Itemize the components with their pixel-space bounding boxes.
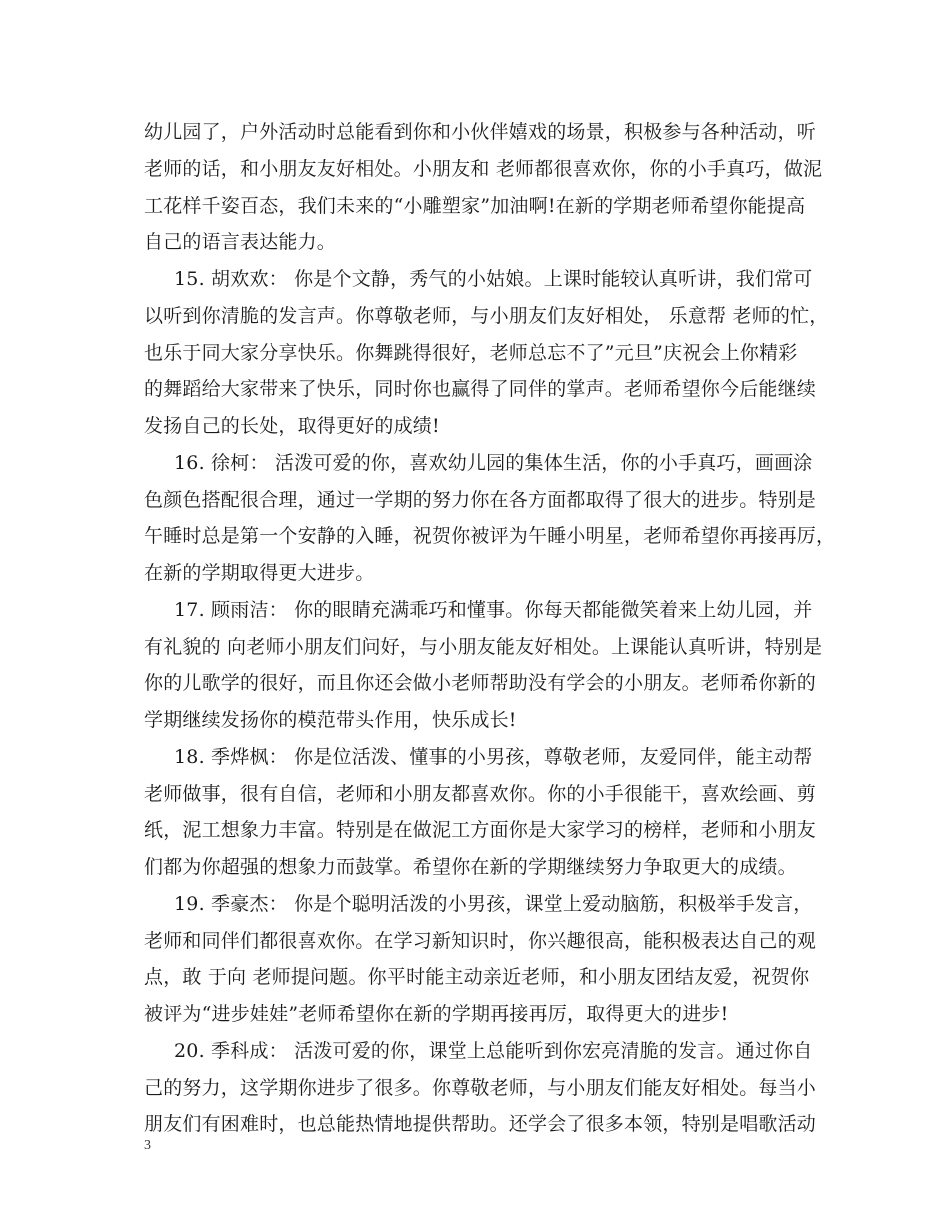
text-line: 的舞蹈给大家带来了快乐，同时你也赢得了同伴的掌声。老师希望你今后能继续 xyxy=(144,378,817,401)
text-line: 你的儿歌学的很好，而且你还会做小老师帮助没有学会的小朋友。老师希你新的 xyxy=(144,672,817,695)
entry-19-line: 19. 季豪杰： 你是个聪明活泼的小男孩，课堂上爱动脑筋，积极举手发言， xyxy=(174,892,813,915)
text-line: 老师和同伴们都很喜欢你。在学习新知识时，你兴趣很高，能积极表达自己的观 xyxy=(144,929,817,952)
text-line: 在新的学期取得更大进步。 xyxy=(144,562,375,584)
entry-17-line: 17. 顾雨洁： 你的眼睛充满乖巧和懂事。你每天都能微笑着来上幼儿园，并 xyxy=(174,598,813,621)
entry-20-line: 20. 季科成： 活泼可爱的你，课堂上总能听到你宏亮清脆的发言。通过你自 xyxy=(174,1039,813,1062)
text-line: 纸，泥工想象力丰富。特别是在做泥工方面你是大家学习的榜样，老师和小朋友 xyxy=(144,819,817,842)
body-text xyxy=(144,114,836,1143)
text-line: 老师做事，很有自信，老师和小朋友都喜欢你。你的小手很能干，喜欢绘画、剪 xyxy=(144,782,817,805)
text-line: 被评为“进步娃娃”老师希望你在新的学期再接再厉，取得更大的进步! xyxy=(144,1003,729,1025)
entry-18-line: 18. 季烨枫： 你是位活泼、懂事的小男孩，尊敬老师，友爱同伴，能主动帮 xyxy=(174,745,813,768)
text-line: 以听到你清脆的发言声。你尊敬老师，与小朋友们友好相处， 乐意帮 老师的忙， xyxy=(144,304,829,327)
text-line: 色颜色搭配很合理，通过一学期的努力你在各方面都取得了很大的进步。特别是 xyxy=(144,488,817,511)
text-line: 老师的话，和小朋友友好相处。小朋友和 老师都很喜欢你，你的小手真巧，做泥 xyxy=(144,157,823,180)
text-line: 点，敢 于向 老师提问题。你平时能主动亲近老师，和小朋友团结友爱，祝贺你 xyxy=(144,966,810,989)
text-line: 们都为你超强的想象力而鼓掌。希望你在新的学期继续努力争取更大的成绩。 xyxy=(144,856,797,878)
entry-16-line: 16. 徐柯： 活泼可爱的你，喜欢幼儿园的集体生活，你的小手真巧，画画涂 xyxy=(174,451,813,474)
text-line: 幼儿园了，户外活动时总能看到你和小伙伴嬉戏的场景，积极参与各种活动，听 xyxy=(144,121,817,143)
text-line: 己的努力，这学期你进步了很多。你尊敬老师，与小朋友们能友好相处。每当小 xyxy=(144,1076,817,1099)
text-line: 工花样千姿百态，我们未来的“小雕塑家”加油啊!在新的学期老师希望你能提高 xyxy=(144,194,806,217)
text-line: 学期继续发扬你的模范带头作用，快乐成长! xyxy=(144,709,517,731)
text-line: 自己的语言表达能力。 xyxy=(144,231,337,254)
text-line: 也乐于同大家分享快乐。你舞跳得很好，老师总忘不了”元旦”庆祝会上你精彩 xyxy=(144,341,798,364)
text-line: 发扬自己的长处，取得更好的成绩! xyxy=(144,415,440,437)
text-line: 有礼貌的 向老师小朋友们问好，与小朋友能友好相处。上课能认真听讲，特别是 xyxy=(144,635,823,658)
entry-15-line: 15. 胡欢欢： 你是个文静，秀气的小姑娘。上课时能较认真听讲，我们常可 xyxy=(174,268,813,290)
text-line: 朋友们有困难时，也总能热情地提供帮助。还学会了很多本领，特别是唱歌活动 xyxy=(144,1113,817,1136)
page-number: 3 xyxy=(144,1138,151,1153)
text-line: 午睡时总是第一个安静的入睡，祝贺你被评为午睡小明星，老师希望你再接再厉， xyxy=(144,525,836,548)
